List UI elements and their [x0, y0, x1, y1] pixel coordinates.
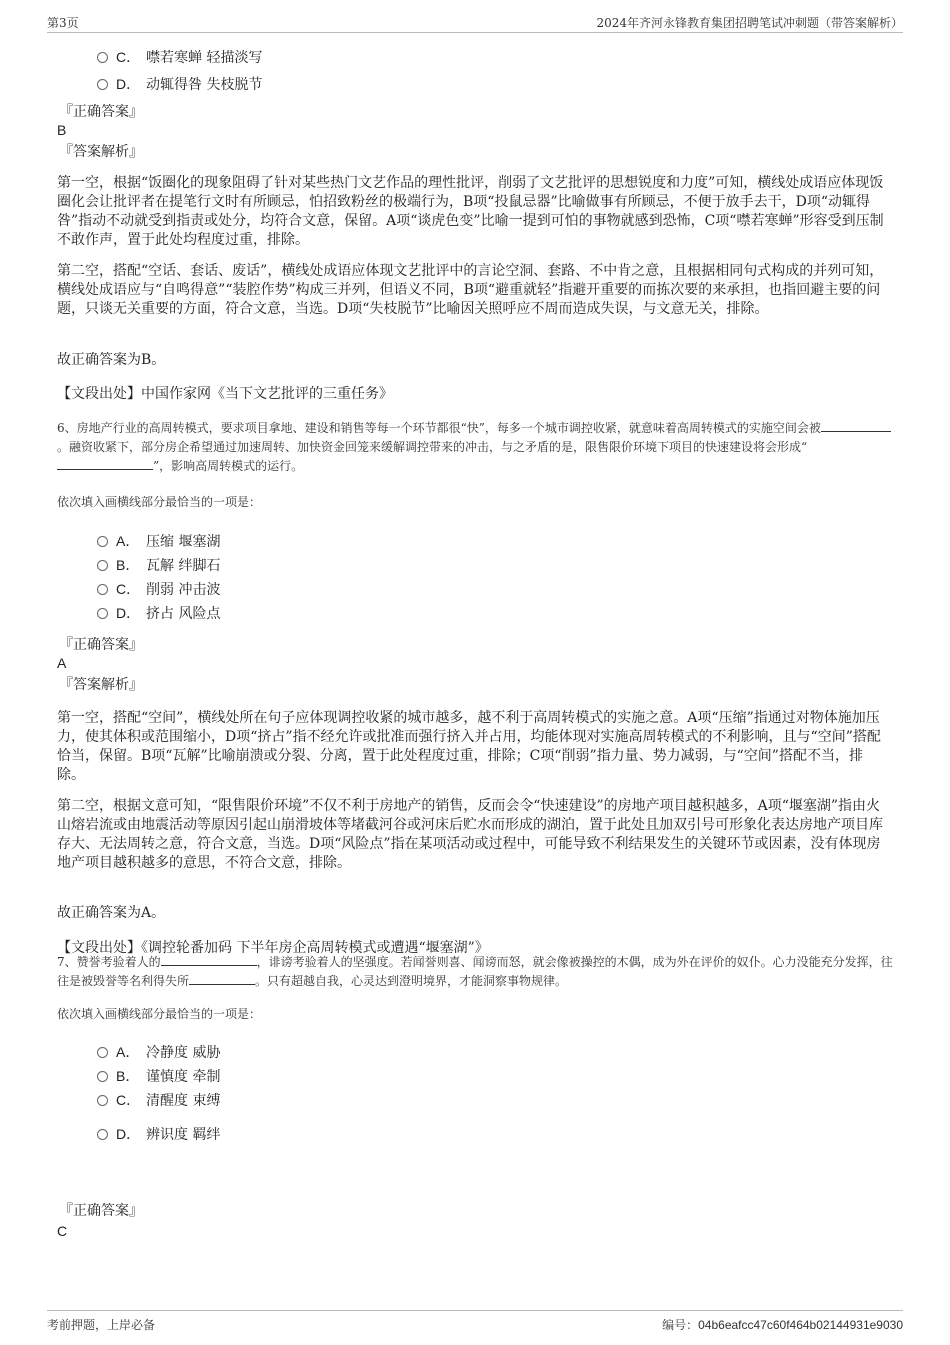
radio-icon[interactable] [97, 1071, 108, 1082]
q6-option-d[interactable]: D． 挤占 风险点 [97, 601, 220, 625]
blank-2[interactable] [189, 972, 255, 985]
q6-option-a[interactable]: A． 压缩 堰塞湖 [97, 529, 220, 553]
q7-option-a[interactable]: A． 冷静度 威胁 [97, 1040, 220, 1064]
footer-slogan: 考前押题，上岸必备 [47, 1318, 156, 1332]
page-footer [47, 1310, 903, 1337]
blank-2[interactable] [57, 457, 153, 470]
radio-icon[interactable] [97, 1095, 108, 1106]
radio-icon[interactable] [97, 560, 108, 571]
source: 【文段出处】《调控轮番加码 下半年房企高周转模式或遭遇“堰塞湖”》 [57, 940, 489, 956]
analysis-label: 『答案解析』 [59, 144, 143, 160]
radio-icon[interactable] [97, 52, 108, 63]
radio-icon[interactable] [97, 1129, 108, 1140]
document-title: 2024年齐河永锋教育集团招聘笔试冲刺题（带答案解析） [596, 16, 903, 30]
question-7 [57, 953, 897, 1239]
q5-option-d[interactable]: D． 动辄得咎 失枝脱节 [97, 72, 262, 96]
analysis-paragraph-1: 第一空，根据“饭圈化的现象阻碍了针对某些热门文艺作品的理性批评，削弱了文艺批评的思想锐度和力度”可知，横线处成语应体现饭圈化会让批评者在提笔行文时有所顾忌，怕招致粉丝的极端行为，B项“投鼠忌器”比喻做事有所顾忌，不便于放手去干，D项“动辄得咎”指动不动就受到指责或处分，均符合文意，保留。A项“谈虎色变”比喻一提到可怕的事物就感到恐怖，C项“噤若寒蝉”形容受到压制不敢作声，置于此处均程度过重，排除。 [57, 175, 884, 248]
q6-option-b[interactable]: B． 瓦解 绊脚石 [97, 553, 220, 577]
radio-icon[interactable] [97, 584, 108, 595]
radio-icon[interactable] [97, 608, 108, 619]
blank-1[interactable] [161, 953, 257, 966]
answer-label: 『正确答案』 [59, 637, 143, 653]
answer-value: B [57, 122, 67, 138]
conclusion: 故正确答案为B。 [57, 352, 166, 368]
blank-1[interactable] [821, 419, 891, 432]
q6-options [57, 529, 220, 625]
page-number: 第3页 [47, 16, 79, 30]
q7-options [57, 1040, 220, 1146]
document-code: 编号：04b6eafcc47c60f464b02144931e9030 [662, 1318, 903, 1332]
analysis-paragraph-1: 第一空，搭配“空间”，横线处所在句子应体现调控收紧的城市越多，越不利于高周转模式的实施之意。A项“压缩”指通过对物体施加压力，使其体积或范围缩小，D项“挤占”指不经允许或批准而强行挤入并占用，均能体现对实施高周转模式的不利影响，且与“空间”搭配恰当，保留。B项“瓦解”比喻崩溃或分裂、分离，置于此处程度过重，排除；C项“削弱”指力量、势力减弱，与“空间”搭配不当，排除。 [57, 710, 881, 783]
q7-option-d[interactable]: D． 辨识度 羁绊 [97, 1122, 220, 1146]
question-stem: 7、赞誉考验着人的 ，诽谤考验着人的坚强度。若闻誉则喜、闻谤而怒，就会像被操控的木偶，成为外在评价的奴仆。心力没能充分发挥，往往是被毁誉等名利得失所 。只有超越自我，心灵达到澄明境界，才能洞察事物规律。 [57, 955, 893, 988]
radio-icon[interactable] [97, 536, 108, 547]
instruction: 依次填入画横线部分最恰当的一项是： [57, 1007, 262, 1021]
answer-label: 『正确答案』 [59, 104, 143, 120]
question-6 [57, 419, 897, 956]
q7-option-b[interactable]: B． 谨慎度 牵制 [97, 1064, 220, 1088]
analysis-paragraph-2: 第二空，根据文意可知，“限售限价环境”不仅不利于房地产的销售，反而会令“快速建设”的房地产项目越积越多，A项“堰塞湖”指由火山熔岩流或由地震活动等原因引起山崩滑坡体等堵截河谷或河床后贮水而形成的湖泊，置于此处且加双引号可形象化表达房地产项目库存大、无法周转之意，符合文意，当选。D项“风险点”指在某项活动或过程中，可能导致不利结果发生的关键环节或因素，没有体现房地产项目越积越多的意思，不符合文意，排除。 [57, 798, 883, 871]
q6-option-c[interactable]: C． 削弱 冲击波 [97, 577, 220, 601]
conclusion: 故正确答案为A。 [57, 905, 166, 921]
q5-option-c[interactable]: C． 噤若寒蝉 轻描淡写 [97, 45, 262, 69]
radio-icon[interactable] [97, 79, 108, 90]
analysis-paragraph-2: 第二空，搭配“空话、套话、废话”，横线处成语应体现文艺批评中的言论空洞、套路、不中肯之意，且根据相同句式构成的并列可知，横线处成语应与“自鸣得意”“装腔作势”构成三并列，但语义不同，B项“避重就轻”指避开重要的而拣次要的来承担，也指回避主要的问题，只谈无关重要的方面，符合文意，当选。D项“失枝脱节”比喻因关照呼应不周而造成失误，与文意无关，排除。 [57, 263, 884, 317]
answer-value: C [57, 1223, 68, 1239]
radio-icon[interactable] [97, 1047, 108, 1058]
question-stem: 6、房地产行业的高周转模式，要求项目拿地、建设和销售等每一个环节都很“快”，每多一个城市调控收紧，就意味着高周转模式的实施空间会被。融资收紧下，部分房企希望通过加速周转、加快资金回笼来缓解调控带来的冲击，与之矛盾的是，限售限价环境下项目的快速建设将会形成“”，影响高周转模式的运行。 [57, 419, 897, 476]
source: 【文段出处】中国作家网《当下文艺批评的三重任务》 [57, 386, 393, 402]
q7-option-c[interactable]: C． 清醒度 束缚 [97, 1088, 220, 1112]
answer-label: 『正确答案』 [59, 1203, 143, 1219]
instruction: 依次填入画横线部分最恰当的一项是： [57, 495, 262, 509]
analysis-label: 『答案解析』 [59, 677, 143, 693]
page-header [47, 14, 903, 33]
answer-value: A [57, 655, 67, 671]
